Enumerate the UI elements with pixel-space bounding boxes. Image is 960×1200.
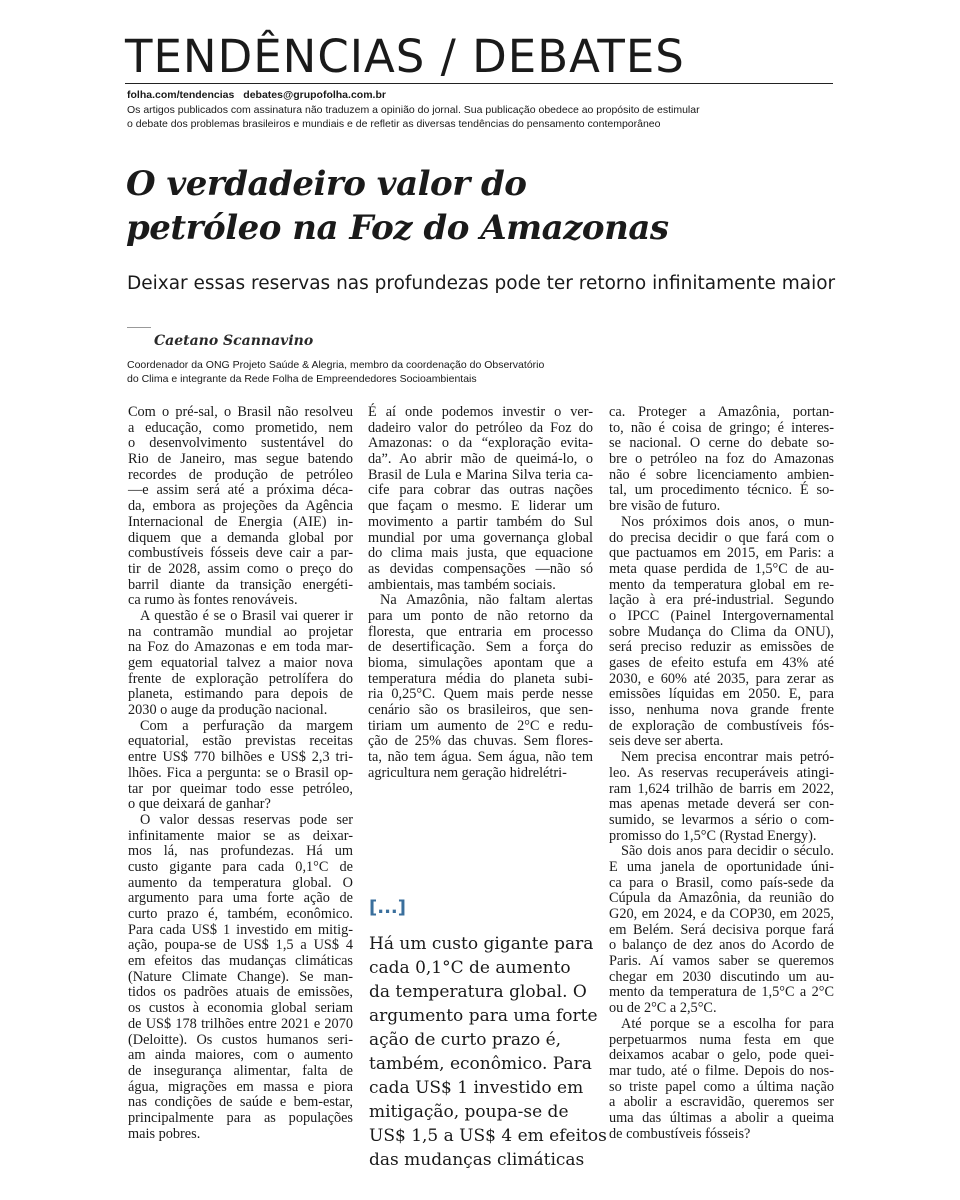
site-link[interactable]: folha.com/tendencias — [127, 89, 235, 101]
text-line: diquem que a demanda global por — [128, 529, 353, 546]
headline-line: petróleo na Foz do Amazonas — [126, 208, 669, 248]
text-line: to, não é coisa de gringo; é interes- — [609, 419, 834, 436]
pull-quote-line: cada US$ 1 investido em — [369, 1078, 584, 1098]
text-line: ação, poupa-se de US$ 1,5 a US$ 4 — [128, 937, 353, 954]
email-link[interactable]: debates@grupofolha.com.br — [243, 89, 386, 101]
text-line: bre o petróleo na foz do Amazonas — [609, 451, 834, 468]
text-line: cife para cobrar das outras nações — [368, 482, 593, 499]
text-line: barril diante da transição energéti- — [128, 576, 353, 593]
pull-quote — [369, 932, 607, 1172]
text-line: principalmente para as populações — [128, 1109, 353, 1126]
text-line: frente de exploração petrolífera do — [128, 670, 353, 687]
text-line: (Deloitte). Os custos humanos seri- — [128, 1031, 353, 1048]
text-line: recordes de produção de petróleo — [128, 466, 353, 483]
text-line: do clima mais justa, que equacione — [368, 545, 593, 562]
pull-quote-line: mitigação, poupa-se de — [369, 1102, 569, 1122]
text-line: sumido, se levarmos a sério o com- — [609, 811, 834, 828]
text-line: seis deve ser aberta. — [609, 733, 724, 750]
pull-quote-line: ação de curto prazo é, — [369, 1030, 562, 1050]
text-line: mais pobres. — [128, 1125, 201, 1142]
text-line: 2030 o auge da produção nacional. — [128, 702, 328, 719]
text-line: Nem precisa encontrar mais petró- — [621, 749, 834, 766]
text-line: tar por queimar todo esse petróleo, — [128, 780, 353, 797]
pull-quote-line: argumento para uma forte — [369, 1006, 598, 1026]
disclaimer — [127, 103, 700, 131]
pull-quote-marker: [...] — [369, 897, 406, 918]
text-line: na Foz do Amazonas e em toda mar- — [128, 639, 353, 656]
text-line: da”. Ao abrir mão de queimá-lo, o — [368, 451, 593, 468]
article-paragraph — [128, 609, 353, 719]
author-bio-line: do Clima e integrante da Rede Folha de Empreendedores Socioambientais — [127, 373, 477, 385]
text-line: na contramão mundial ao projetar — [128, 623, 353, 640]
text-line: chegar em 2030 discutindo um au- — [609, 968, 834, 985]
text-line: ção de 25% das chuvas. Sem flores- — [368, 733, 593, 750]
text-line: Brasil de Lula e Marina Silva teria ca- — [368, 466, 593, 483]
text-line: am ainda maiores, com o aumento — [128, 1047, 353, 1064]
text-line: que façam o mesmo. E liderar um — [368, 498, 593, 515]
text-line: entre US$ 770 bilhões e US$ 2,3 tri- — [128, 749, 353, 766]
text-line: perpetuarmos numa festa em que — [609, 1031, 834, 1048]
text-line: isso, nenhuma nova grande frente — [609, 702, 834, 719]
text-line: água, migrações em massa e piora — [128, 1078, 353, 1095]
text-line: mento da temperatura de 1,5°C a 2°C — [609, 984, 834, 1001]
text-line: para um ponto de não retorno da — [368, 607, 593, 624]
text-line: tir de 2028, assim como o preço do — [128, 560, 353, 577]
text-line: tidos os padrões atuais de emissões, — [128, 984, 353, 1001]
text-line: da, embora as projeções da Agência — [128, 498, 353, 515]
text-line: de desertificação. Sem a força do — [368, 639, 593, 656]
text-line: lação à era pré-industrial. Segundo — [609, 592, 834, 609]
section-title: TENDÊNCIAS / DEBATES — [125, 30, 685, 83]
text-line: ria 0,25°C. Quem mais perde nesse — [368, 686, 593, 703]
text-line: A questão é se o Brasil vai querer ir — [140, 607, 353, 624]
text-line: em efeitos das mudanças climáticas — [128, 953, 353, 970]
text-line: ca rumo às fontes renováveis. — [128, 592, 298, 609]
article-column-2 — [368, 405, 593, 782]
text-line: deixamos acabar o gelo, pode quei- — [609, 1047, 834, 1064]
text-line: de US$ 178 trilhões entre 2021 e 2070 — [128, 1015, 353, 1032]
text-line: G20, em 2024, e da COP30, em 2025, — [609, 906, 834, 922]
pull-quote-line: Há um custo gigante para — [369, 934, 594, 954]
text-line: o balanço de dez anos do Acordo de — [609, 937, 834, 954]
text-line: uma das últimas a abolir a queima — [609, 1109, 834, 1126]
text-line: cenário são os brasileiros, que sen- — [368, 702, 593, 719]
author-bio — [127, 358, 544, 386]
text-line: mar tudo, até o filme. Depois do nos- — [609, 1062, 834, 1079]
text-line: gem equatorial talvez a maior nova — [128, 655, 353, 671]
text-line: tal, um procedimento técnico. É so- — [609, 482, 834, 499]
article-column-3 — [609, 405, 834, 1142]
text-line: É aí onde podemos investir o ver- — [368, 404, 593, 420]
article-paragraph — [609, 515, 834, 750]
text-line: tiriam um aumento de 2°C e redu- — [368, 717, 593, 734]
text-line: agricultura nem geração hidrelétri- — [368, 764, 567, 781]
text-line: Amazonas: o da “exploração evita- — [368, 435, 593, 452]
text-line: Paris. Aí vamos saber se queremos — [609, 953, 834, 970]
header-links — [127, 89, 386, 101]
article-subtitle: Deixar essas reservas nas profundezas pode ter retorno infinitamente maior — [127, 273, 836, 294]
article-paragraph — [128, 719, 353, 813]
text-line: temperatura média do planeta subi- — [368, 670, 593, 687]
text-line: ram 1,624 trilhão de barris em 2022, — [609, 780, 834, 797]
text-line: mundial por uma governança global — [368, 529, 593, 546]
text-line: de insegurança alimentar, falta de — [128, 1062, 353, 1079]
text-line: sobre Mudança do Clima da ONU), — [609, 623, 834, 640]
text-line: ou de 2°C a 2,5°C. — [609, 1000, 717, 1017]
text-line: O valor dessas reservas pode ser — [140, 811, 353, 828]
text-line: so triste papel como a última nação — [609, 1078, 834, 1095]
text-line: bioma, simulações apontam que a — [368, 655, 593, 671]
pull-quote-line: US$ 1,5 a US$ 4 em efeitos — [369, 1126, 607, 1146]
text-line: São dois anos para decidir o século. — [621, 843, 834, 860]
text-line: ta, não tem água. Sem água, não tem — [368, 749, 593, 766]
text-line: promisso do 1,5°C (Rystad Energy). — [609, 827, 817, 844]
text-line: ambientais, mas também sociais. — [368, 576, 556, 593]
text-line: dadeiro valor do petróleo da Foz do — [368, 419, 593, 436]
headline-line: O verdadeiro valor do — [126, 164, 527, 204]
pull-quote-line: das mudanças climáticas — [369, 1150, 585, 1170]
article-column-1 — [128, 405, 353, 1142]
text-line: movimento a partir também do Sul — [368, 513, 593, 530]
article-paragraph — [609, 750, 834, 844]
text-line: leo. As reservas recuperáveis atingi- — [609, 764, 834, 781]
article-paragraph — [609, 1017, 834, 1143]
text-line: equatorial, estão previstas receitas — [128, 733, 353, 750]
text-line: 2030, e 60% até 2035, para zerar as — [609, 670, 834, 687]
text-line: Para cada US$ 1 investido em mitig- — [128, 921, 353, 938]
text-line: emissões líquidas em 2050. E, para — [609, 686, 834, 703]
text-line: o desenvolvimento sustentável do — [128, 435, 353, 452]
text-line: bre visão de futuro. — [609, 498, 721, 515]
text-line: Nos próximos dois anos, o mun- — [621, 513, 834, 530]
text-line: Na Amazônia, não faltam alertas — [380, 592, 593, 609]
text-line: Cúpula da Amazônia, da reunião do — [609, 890, 834, 907]
text-line: Rio de Janeiro, mas segue batendo — [128, 451, 353, 468]
header-divider — [125, 83, 833, 84]
text-line: floresta, que entraria em processo — [368, 623, 593, 640]
article-paragraph — [128, 813, 353, 1142]
text-line: ca para o Brasil, como país-sede da — [609, 874, 834, 891]
text-line: será preciso reduzir as emissões de — [609, 639, 834, 656]
text-line: as devidas compensações —não só — [368, 560, 593, 577]
text-line: não é sobre licenciamento ambien- — [609, 466, 834, 483]
article-paragraph — [368, 593, 593, 781]
pull-quote-line: cada 0,1°C de aumento — [369, 958, 571, 978]
text-line: nas condições de saúde e bem-estar, — [128, 1094, 353, 1111]
text-line: planeta, estimando para depois de — [128, 686, 353, 703]
text-line: —e assim será até a próxima déca- — [128, 482, 353, 499]
text-line: Com a perfuração da margem — [140, 717, 353, 734]
text-line: de combustíveis fósseis? — [609, 1125, 751, 1142]
pull-quote-line: também, econômico. Para — [369, 1054, 592, 1074]
text-line: mento da temperatura global em re- — [609, 576, 834, 593]
text-line: argumento para uma forte ação de — [128, 890, 353, 907]
text-line: que pactuamos em 2015, em Paris: a — [609, 545, 834, 562]
text-line: lhões. Fica a pergunta: se o Brasil op- — [128, 764, 353, 781]
text-line: Internacional de Energia (AIE) in- — [128, 513, 353, 530]
author-bio-line: Coordenador da ONG Projeto Saúde & Alegria, membro da coordenação do Observatório — [127, 359, 545, 371]
author-divider — [127, 327, 151, 328]
disclaimer-line: Os artigos publicados com assinatura não traduzem a opinião do jornal. Sua publicação obedece ao propósito de estimular — [127, 104, 700, 116]
text-line: em Belém. Será decisiva porque fará — [609, 921, 834, 938]
text-line: curto prazo é, também, econômico. — [128, 906, 353, 922]
text-line: o IPCC (Painel Intergovernamental — [609, 607, 834, 624]
article-paragraph — [368, 405, 593, 593]
disclaimer-line: o debate dos problemas brasileiros e mundiais e de refletir as diversas tendências do pensamento contemporâneo — [127, 118, 661, 130]
article-headline — [126, 162, 669, 250]
text-line: aumento da temperatura global. O — [128, 874, 353, 891]
text-line: E uma janela de oportunidade úni- — [609, 858, 834, 875]
article-paragraph — [128, 405, 353, 609]
text-line: Até porque se a escolha for para — [621, 1015, 834, 1032]
article-paragraph — [609, 844, 834, 1017]
text-line: combustíveis fósseis deve cair a par- — [128, 545, 353, 562]
text-line: Com o pré-sal, o Brasil não resolveu — [128, 404, 353, 420]
text-line: infinitamente maior se as deixar- — [128, 827, 353, 844]
text-line: mos lá, nas profundezas. Há um — [128, 843, 353, 860]
article-paragraph — [609, 405, 834, 515]
text-line: se nacional. O cerne do debate so- — [609, 435, 834, 452]
pull-quote-line: da temperatura global. O — [369, 982, 587, 1002]
text-line: a abolir a escravidão, queremos ser — [609, 1094, 834, 1111]
text-line: (Nature Climate Change). Se man- — [128, 968, 353, 985]
text-line: mas apenas metade deverá ser con- — [609, 796, 834, 813]
text-line: o que deixará de ganhar? — [128, 796, 271, 813]
text-line: de exploração de combustíveis fós- — [609, 717, 834, 734]
text-line: meta quase perdida de 1,5°C de au- — [609, 560, 834, 577]
text-line: do precisa decidir o que fará com o — [609, 529, 834, 546]
text-line: custo gigante para cada 0,1°C de — [128, 858, 353, 875]
text-line: ca. Proteger a Amazônia, portan- — [609, 404, 834, 420]
author-name: Caetano Scannavino — [154, 333, 314, 349]
text-line: gases de efeito estufa em 43% até — [609, 655, 834, 671]
text-line: os custos à economia global seriam — [128, 1000, 353, 1017]
text-line: a educação, como prometido, nem — [128, 419, 353, 436]
